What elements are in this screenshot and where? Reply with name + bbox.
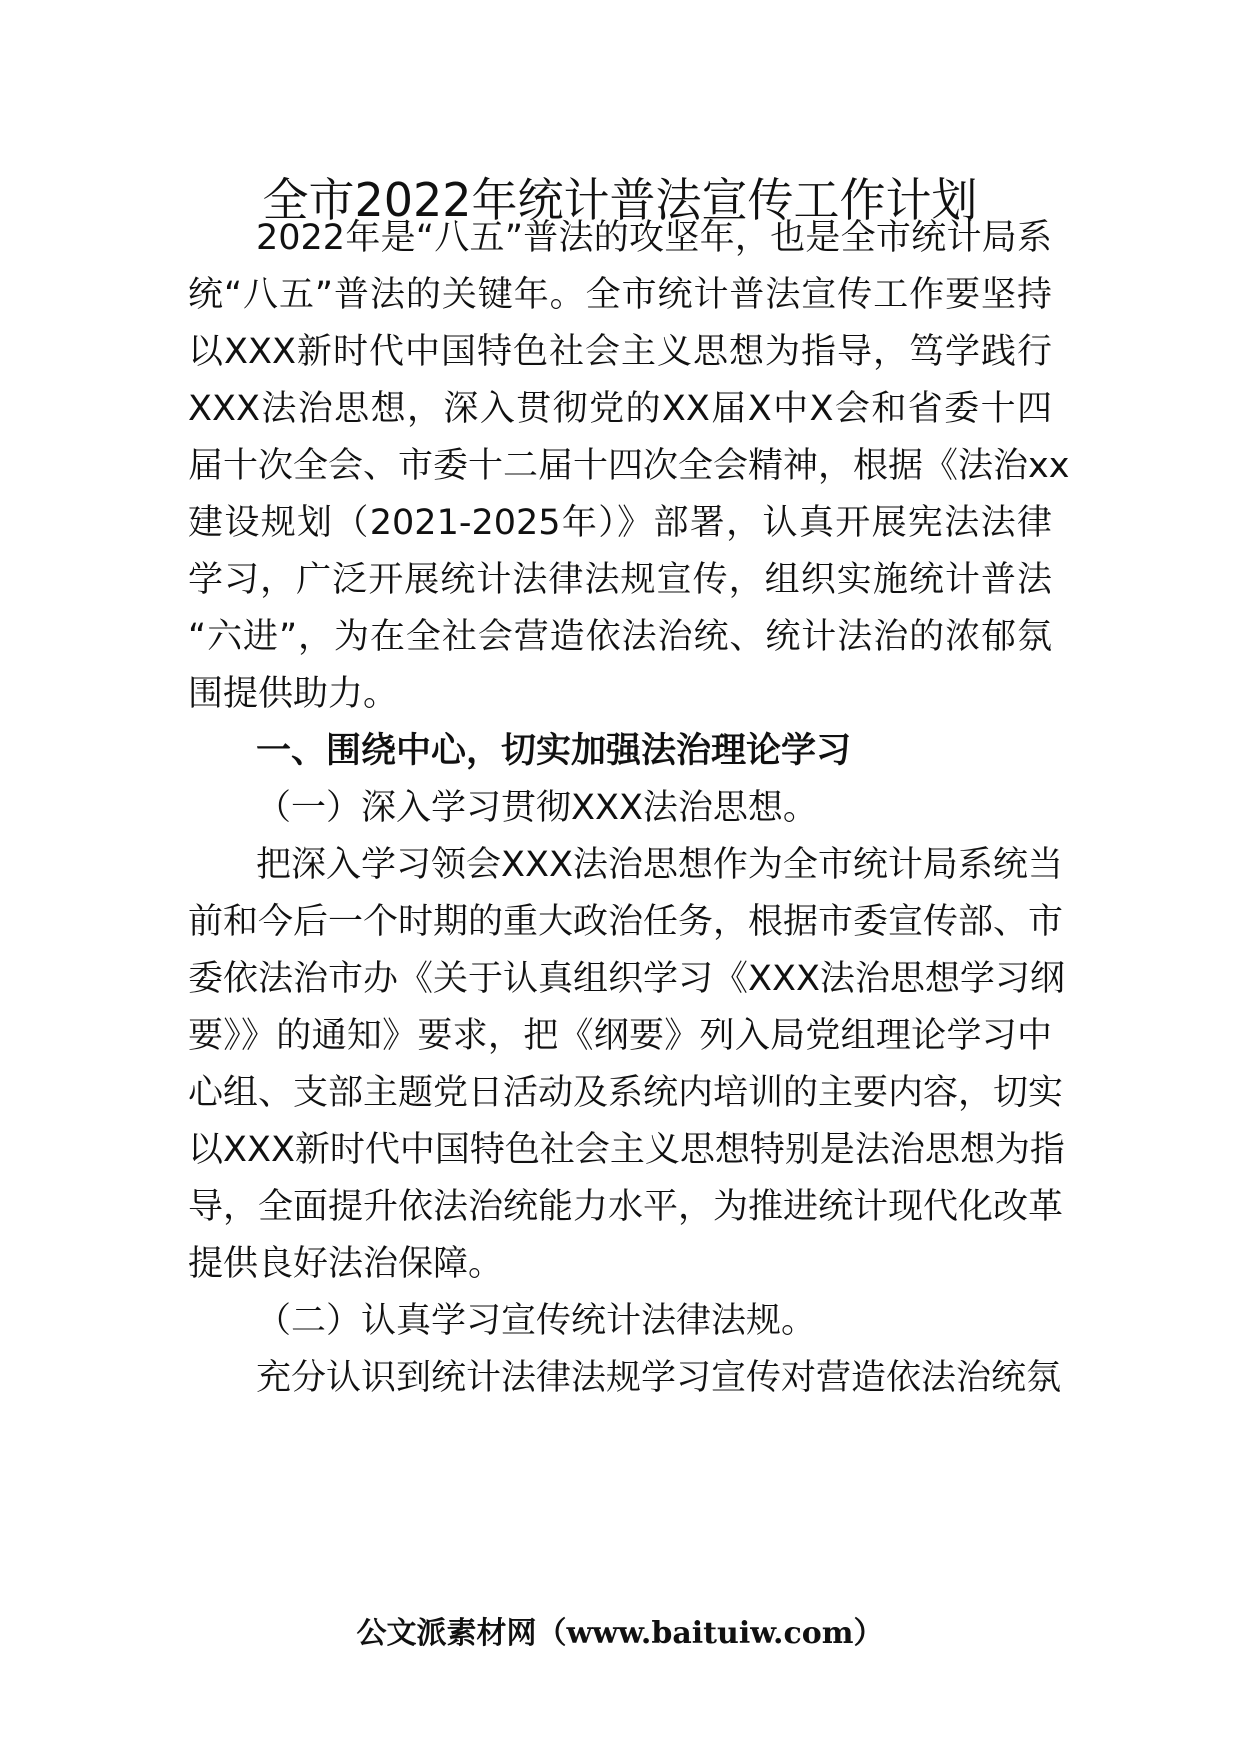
intro-line: 学习，广泛开展统计法律法规宣传，组织实施统计普法 — [188, 560, 1052, 600]
document-title: 全市2022年统计普法宣传工作计划 — [262, 173, 978, 227]
body-line: 以XXX新时代中国特色社会主义思想特别是法治思想为指 — [188, 1130, 1065, 1170]
body-line: 导，全面提升依法治统能力水平，为推进统计现代化改革 — [188, 1187, 1064, 1227]
intro-line: 2022年是“八五”普法的攻坚年，也是全市统计局系 — [256, 218, 1052, 258]
subsection-heading: （一）深入学习贯彻XXX法治思想。 — [256, 788, 818, 828]
body-line: 委依法治市办《关于认真组织学习《XXX法治思想学习纲 — [188, 959, 1065, 999]
intro-line: 以XXX新时代中国特色社会主义思想为指导，笃学践行 — [188, 332, 1052, 372]
intro-line: 统“八五”普法的关键年。全市统计普法宣传工作要坚持 — [188, 275, 1052, 315]
body-line: 心组、支部主题党日活动及系统内培训的主要内容，切实 — [188, 1073, 1064, 1113]
body-line: 提供良好法治保障。 — [188, 1244, 504, 1284]
intro-line: 建设规划（2021-2025年）》部署，认真开展宪法法律 — [188, 503, 1052, 543]
body-line: 要》》的通知》要求，把《纲要》列入局党组理论学习中 — [188, 1016, 1052, 1056]
intro-line: XXX法治思想，深入贯彻党的XX届X中X会和省委十四 — [188, 389, 1052, 429]
body-line: 把深入学习领会XXX法治思想作为全市统计局系统当 — [256, 845, 1063, 885]
section-heading: 一、围绕中心，切实加强法治理论学习 — [256, 731, 852, 771]
intro-line: 届十次全会、市委十二届十四次全会精神，根据《法治xx — [188, 446, 1070, 486]
intro-line: “六进”，为在全社会营造依法治统、统计法治的浓郁氛 — [188, 617, 1052, 657]
footer-watermark: 公文派素材网（www.baituiw.com） — [356, 1616, 884, 1651]
body-line: 前和今后一个时期的重大政治任务，根据市委宣传部、市 — [188, 902, 1064, 942]
body-line: 充分认识到统计法律法规学习宣传对营造依法治统氛 — [256, 1358, 1062, 1398]
intro-line: 围提供助力。 — [188, 674, 399, 714]
subsection-heading: （二）认真学习宣传统计法律法规。 — [256, 1301, 817, 1341]
